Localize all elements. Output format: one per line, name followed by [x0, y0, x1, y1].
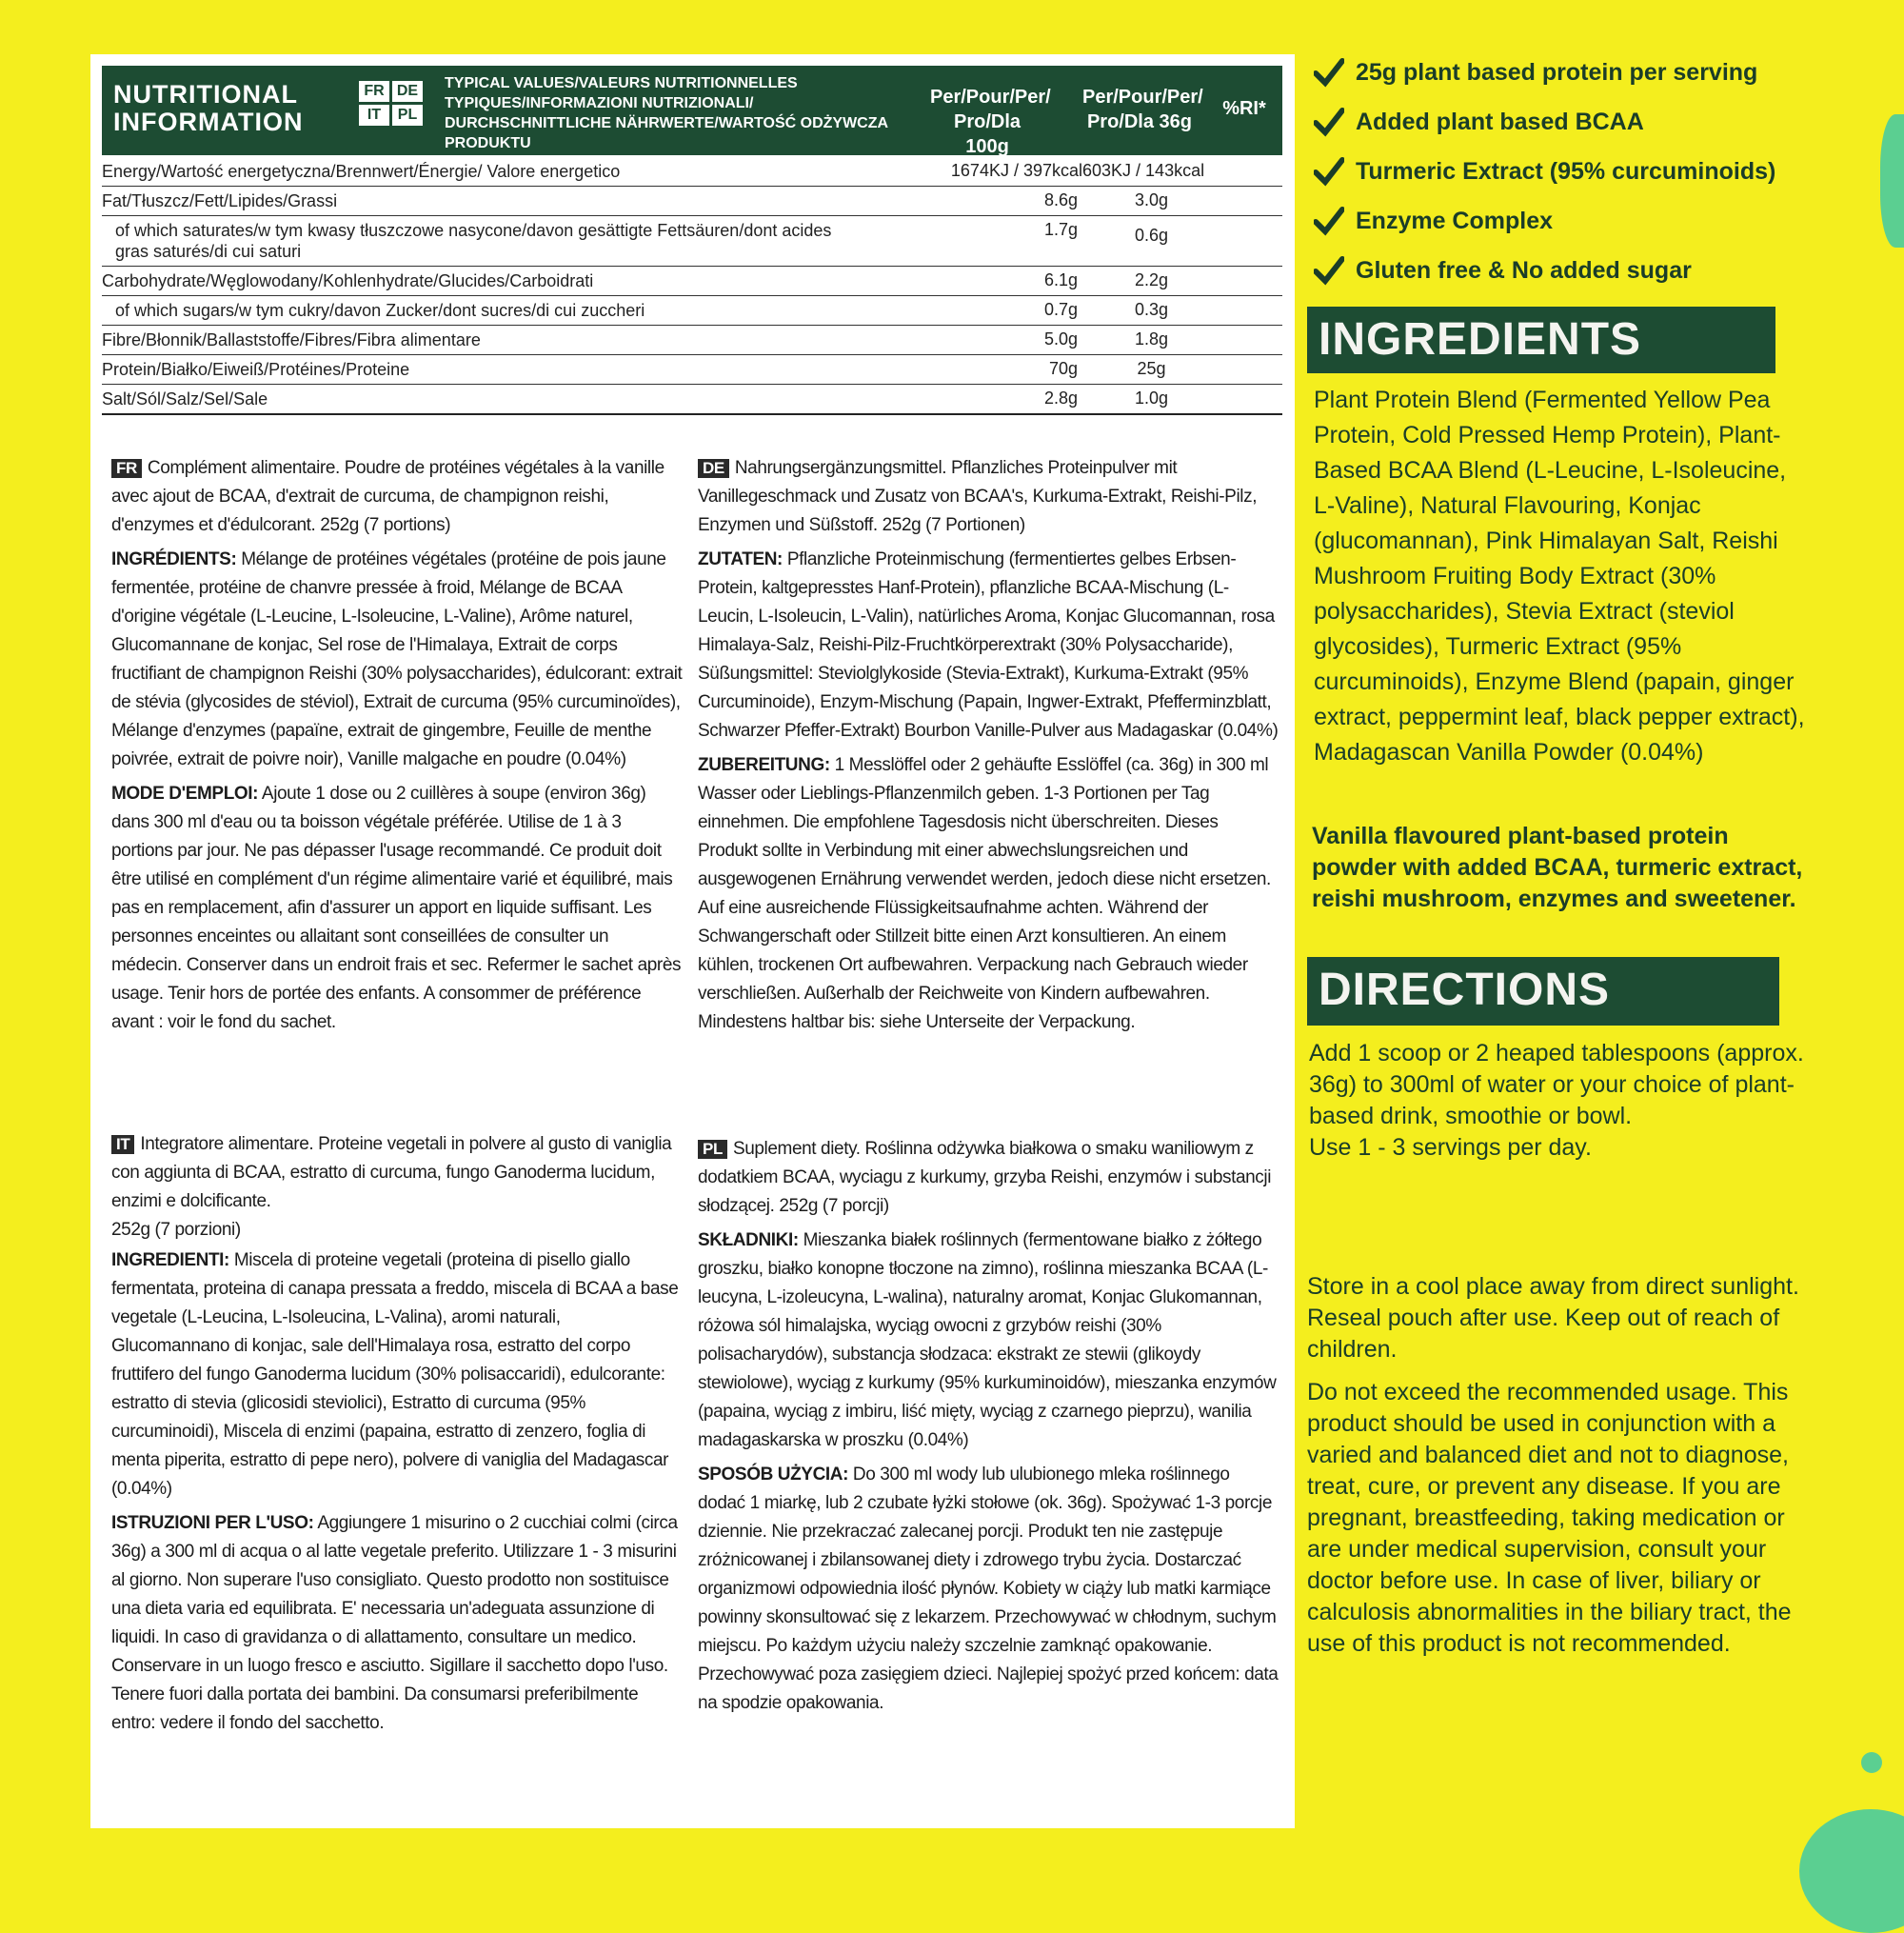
ingredients-label: INGRÉDIENTS: [111, 549, 237, 569]
language-flags [359, 81, 435, 129]
polish-section [698, 1135, 1279, 1724]
check-icon [1314, 156, 1344, 187]
table-row [102, 157, 1282, 187]
directions-label: MODE D'EMPLOI: [111, 784, 259, 804]
directions-label: SPOSÓB UŻYCIA: [698, 1465, 849, 1485]
storage-text: Store in a cool place away from direct sunlight. Reseal pouch after use. Keep out of reach of children. [1307, 1273, 1799, 1363]
ingredients-text: Pflanzliche Proteinmischung (fermentiertes gelbes Erbsen-Protein, kaltgepresstes Hanf-Protein), pflanzliche BCAA-Mischung (L-Leucin, L-Isoleucin, L-Valin), natürliches Aroma, Konjac Glucomannan, rosa Himalaya-Salz, Reishi-Pilz-Fruchtkörperextrakt (30% Polysaccharide), Süßungsmittel: Steviolglykoside (Stevia-Extrakt), Kurkuma-Extrakt (95% Curcuminoide), Enzym-Mischung (Papain, Ingwer-Extrakt, Pfefferminzblatt, Schwarzer Pfeffer-Extrakt) Bourbon Vanille-Pulver aus Madagaskar (0.04%) [698, 549, 1279, 741]
feature-text: Gluten free & No added sugar [1356, 257, 1692, 284]
german-section [698, 454, 1279, 1043]
value-100g: 8.6g [1043, 190, 1078, 209]
italian-section [111, 1130, 683, 1744]
servings-line: Use 1 - 3 servings per day. [1309, 1134, 1592, 1161]
ingredients-label: SKŁADNIKI: [698, 1230, 799, 1250]
language-tag: DE [698, 459, 729, 478]
intro-text: Complément alimentaire. Poudre de protéines végétales à la vanille avec ajout de BCAA, d'extrait de curcuma, de champignon reishi, d'enzymes et d'édulcorant. 252g (7 portions) [111, 458, 664, 535]
feature-text: Added plant based BCAA [1356, 109, 1644, 135]
directions-text: Do 300 ml wody lub ulubionego mleka roślinnego dodać 1 miarkę, lub 2 czubate łyżki stołowe (ok. 36g). Spożywać 1-3 porcje dziennie. Nie przekraczać zalecanej porcji. Produkt ten nie zastępuje zróżnicowanej i zbilansowanej diety i zdrowego trybu życia. Dostarczać organizmowi odpowiednia ilość płynów. Kobiety w ciąży lub matki karmiące powinny skonsultować się z lekarzem. Przechowywać w chłodnym, suchym miejscu. Po każdym użyciu należy szczelnie zamknąć opakowanie. Przechowywać poza zasięgiem dzieci. Najlepiej spożyć przed końcem: data na spodzie opakowania. [698, 1465, 1279, 1713]
value-36g: 603KJ / 143kcal [1082, 161, 1205, 180]
per-100g-header: Per/Pour/Per/ Pro/Dla 100g [930, 87, 1051, 157]
french-section [111, 454, 683, 1043]
flag-badge: FR [359, 81, 389, 102]
label-panel [90, 54, 1295, 1828]
feature-text: Enzyme Complex [1356, 208, 1554, 234]
language-tag: IT [111, 1135, 134, 1154]
table-row [102, 216, 1282, 267]
table-row [102, 296, 1282, 326]
nutrient-label: Carbohydrate/Węglowodany/Kohlenhydrate/Glucides/Carboidrati [102, 271, 594, 290]
flag-badge: PL [392, 105, 423, 126]
nutrient-label: Protein/Białko/Eiweiß/Protéines/Proteine [102, 360, 410, 379]
value-36g: 0.3g [1134, 300, 1169, 319]
nutrient-label: of which sugars/w tym cukry/davon Zucker/dont sucres/di cui zuccheri [115, 301, 645, 320]
paint-splash [1799, 1809, 1904, 1933]
list-item [1314, 251, 1885, 301]
directions-line: Add 1 scoop or 2 heaped tablespoons (approx. 36g) to 300ml of water or your choice of plant-based drink, smoothie or bowl. [1309, 1040, 1804, 1129]
value-100g: 1674KJ / 397kcal [950, 161, 1082, 180]
table-row [102, 187, 1282, 216]
value-100g: 2.8g [1043, 389, 1078, 408]
value-36g: 0.6g [1134, 226, 1169, 245]
value-100g: 5.0g [1043, 329, 1078, 349]
flag-badge: DE [392, 81, 423, 102]
warning-text: Do not exceed the recommended usage. This product should be used in conjunction with a varied and balanced diet and not to diagnose, treat, cure, or prevent any disease. If you are pregnant, breastfeeding, taking medication or are under medical supervision, consult your doctor before use. In case of liver, biliary or calculosis abnormalities in the biliary tract, the use of this product is not recommended. [1307, 1379, 1792, 1657]
check-icon [1314, 206, 1344, 236]
ingredients-label: INGREDIENTI: [111, 1250, 229, 1270]
feature-text: 25g plant based protein per serving [1356, 59, 1758, 86]
language-tag: PL [698, 1140, 727, 1159]
check-icon [1314, 107, 1344, 137]
nutrient-label: Fibre/Błonnik/Ballaststoffe/Fibres/Fibra alimentare [102, 330, 481, 349]
nutrition-header [102, 66, 1282, 155]
nutrient-label: Energy/Wartość energetyczna/Brennwert/Énergie/ Valore energetico [102, 162, 621, 181]
intro-text: Integratore alimentare. Proteine vegetali in polvere al gusto di vaniglia con aggiunta di BCAA, estratto di curcuma, fungo Ganoderma lucidum, enzimi e dolcificante. [111, 1134, 672, 1211]
directions-label: ZUBEREITUNG: [698, 755, 830, 775]
product-description: Vanilla flavoured plant-based protein powder with added BCAA, turmeric extract, reishi mushroom, enzymes and sweetener. [1312, 823, 1803, 912]
flag-badge: IT [359, 105, 389, 126]
directions-label: ISTRUZIONI PER L'USO: [111, 1513, 314, 1533]
list-item [1314, 202, 1885, 251]
ri-header: %RI* [1222, 98, 1266, 119]
check-icon [1314, 255, 1344, 286]
typical-values-heading: TYPICAL VALUES/VALEURS NUTRITIONNELLES TYPIQUES/INFORMAZIONI NUTRIZIONALI/ DURCHSCHNITTLICHE NÄHRWERTE/WARTOŚĆ ODŻYWCZA PRODUKTU [445, 75, 888, 151]
directions-text: Ajoute 1 dose ou 2 cuillères à soupe (environ 36g) dans 300 ml d'eau ou ta boisson végétale préférée. Utilise de 1 à 3 portions par jour. Ne pas dépasser l'usage recommandé. Ce produit doit être utilisé en complément d'un régime alimentaire varié et équilibré, mais pas en remplacement, afin d'assurer un apport en liquide suffisant. Les personnes enceintes ou allaitant sont conseillées de consulter un médecin. Conserver dans un endroit frais et sec. Refermer le sachet après usage. Tenir hors de portée des enfants. A consommer de préférence avant : voir le fond du sachet. [111, 784, 682, 1032]
intro-text: Suplement diety. Roślinna odżywka białkowa o smaku waniliowym z dodatkiem BCAA, wyciagu z kurkumy, grzyba Reishi, enzymów i substancji słodzącej. 252g (7 porcji) [698, 1139, 1272, 1216]
table-row [102, 326, 1282, 355]
per-36g-header: Per/Pour/Per/ Pro/Dla 36g [1082, 87, 1203, 132]
nutrient-label: Salt/Sól/Salz/Sel/Sale [102, 389, 268, 409]
ingredients-text: Mieszanka białek roślinnych (fermentowane białko z żółtego groszku, białko konopne tłoczone na zimno), roślinna mieszanka BCAA (L-leucyna, L-izoleucyna, L-walina), naturalny aromat, Konjac Glukomannan, różowa sól himalajska, wyciąg owocni z grzybów reishi (30% polisacharydów), substancja słodzaca: ekstrakt ze stewii (glikoydy stewiolowe), wyciąg z kurkumy (95% kurkuminoidów), mieszanka enzymów (papaina, wyciąg z imbiru, liść mięty, wyciąg z czarnego pieprzu), wanilia madagaskarska w proszku (0.04%) [698, 1230, 1277, 1450]
ingredients-text: Miscela di proteine vegetali (proteina di pisello giallo fermentata, proteina di canapa pressata a freddo, miscela di BCAA a base vegetale (L-Leucina, L-Isoleucina, L-Valina), aromi naturali, Glucomannano di konjac, sale dell'Himalaya rosa, estratto del corpo fruttifero del fungo Ganoderma lucidum (30% polisaccaridi), edulcorante: estratto di stevia (glicosidi steviolici), Estratto di curcuma (95% curcuminoidi), Miscela di enzimi (papaina, estratto di zenzero, foglia di menta piperita, estratto di pepe nero), polvere di vaniglia del Madagascar (0.04%) [111, 1250, 679, 1499]
intro-text: Nahrungsergänzungsmittel. Pflanzliches Proteinpulver mit Vanillegeschmack und Zusatz von BCAA's, Kurkuma-Extrakt, Reishi-Pilz, Enzymen und Süßstoff. 252g (7 Portionen) [698, 458, 1258, 535]
feature-list [1314, 53, 1885, 301]
directions-text: 1 Messlöffel oder 2 gehäufte Esslöffel (ca. 36g) in 300 ml Wasser oder Lieblings-Pflanzenmilch geben. 1-3 Portionen per Tag einnehmen. Die empfohlene Tagesdosis nicht überschreiten. Dieses Produkt sollte in Verbindung mit einer abwechslungsreichen und ausgewogenen Ernährung verwendet werden, jedoch diese nicht ersetzen. Auf eine ausreichende Flüssigkeitsaufnahme achten. Während der Schwangerschaft oder Stillzeit bitte einen Arzt konsultieren. An einem kühlen, trockenen Ort aufbewahren. Verpackung nach Gebrauch wieder verschließen. Außerhalb der Reichweite von Kindern aufbewahren. Mindestens haltbar bis: siehe Unterseite der Verpackung. [698, 755, 1271, 1032]
check-icon [1314, 57, 1344, 88]
directions-text [1309, 1038, 1823, 1164]
table-row [102, 267, 1282, 296]
table-row [102, 355, 1282, 385]
language-tag: FR [111, 459, 142, 478]
nutrition-title: NUTRITIONAL INFORMATION [113, 80, 304, 136]
nutrient-label: of which saturates/w tym kwasy tłuszczowe nasycone/davon gesättigte Fettsäuren/dont acides gras saturés/di cui saturi [115, 221, 832, 261]
value-100g: 70g [1048, 359, 1078, 378]
value-100g: 0.7g [1043, 300, 1078, 319]
ingredients-text: Mélange de protéines végétales (protéine de pois jaune fermentée, protéine de chanvre pressée à froid, Mélange de BCAA d'origine végétale (L-Leucine, L-Isoleucine, L-Valine), Arôme naturel, Glucomannane de konjac, Sel rose de l'Himalaya, Extrait de corps fructifiant de champignon Reishi (30% polysaccharides), édulcorant: extrait de stévia (glycosides de stéviol), Extrait de curcuma (95% curcuminoïdes), Mélange d'enzymes (papaïne, extrait de gingembre, Feuille de menthe poivrée, extrait de poivre noir), Vanille malgache en poudre (0.04%) [111, 549, 683, 769]
ingredients-text: Plant Protein Blend (Fermented Yellow Pea Protein, Cold Pressed Hemp Protein), Plant-Based BCAA Blend (L-Leucine, L-Isoleucine, L-Valine), Natural Flavouring, Konjac (glucomannan), Pink Himalayan Salt, Reishi Mushroom Fruiting Body Extract (30% polysaccharides), Stevia Extract (steviol glycosides), Turmeric Extract (95% curcuminoids), Enzyme Blend (papain, ginger extract, peppermint leaf, black pepper extract), Madagascan Vanilla Powder (0.04%) [1314, 387, 1805, 766]
value-36g: 25g [1137, 359, 1166, 378]
directions-banner: DIRECTIONS [1307, 957, 1779, 1026]
weight-text: 252g (7 porzioni) [111, 1220, 241, 1240]
value-36g: 1.8g [1134, 329, 1169, 349]
value-100g: 1.7g [1043, 220, 1078, 239]
ingredients-banner: INGREDIENTS [1307, 307, 1775, 373]
value-100g: 6.1g [1043, 270, 1078, 289]
paint-splash [1861, 1752, 1882, 1773]
ingredients-label: ZUTATEN: [698, 549, 783, 569]
list-item [1314, 152, 1885, 202]
directions-text: Aggiungere 1 misurino o 2 cucchiai colmi (circa 36g) a 300 ml di acqua o al latte vegetale preferito. Utilizzare 1 - 3 misurini al giorno. Non superare l'uso consigliato. Questo prodotto non sostituisce una dieta varia ed equilibrata. E' necessaria un'adeguata assunzione di liquidi. In caso di gravidanza o di allattamento, consultare un medico. Conservare in un luogo fresco e asciutto. Sigillare il sacchetto dopo l'uso. Tenere fuori dalla portata dei bambini. Da consumarsi preferibilmente entro: vedere il fondo del sacchetto. [111, 1513, 678, 1733]
table-row [102, 385, 1282, 415]
value-36g: 2.2g [1134, 270, 1169, 289]
value-36g: 3.0g [1134, 190, 1169, 209]
value-36g: 1.0g [1134, 389, 1169, 408]
nutrient-label: Fat/Tłuszcz/Fett/Lipides/Grassi [102, 191, 338, 210]
feature-text: Turmeric Extract (95% curcuminoids) [1356, 158, 1776, 185]
list-item [1314, 53, 1885, 103]
list-item [1314, 103, 1885, 152]
nutrition-table [102, 157, 1282, 415]
